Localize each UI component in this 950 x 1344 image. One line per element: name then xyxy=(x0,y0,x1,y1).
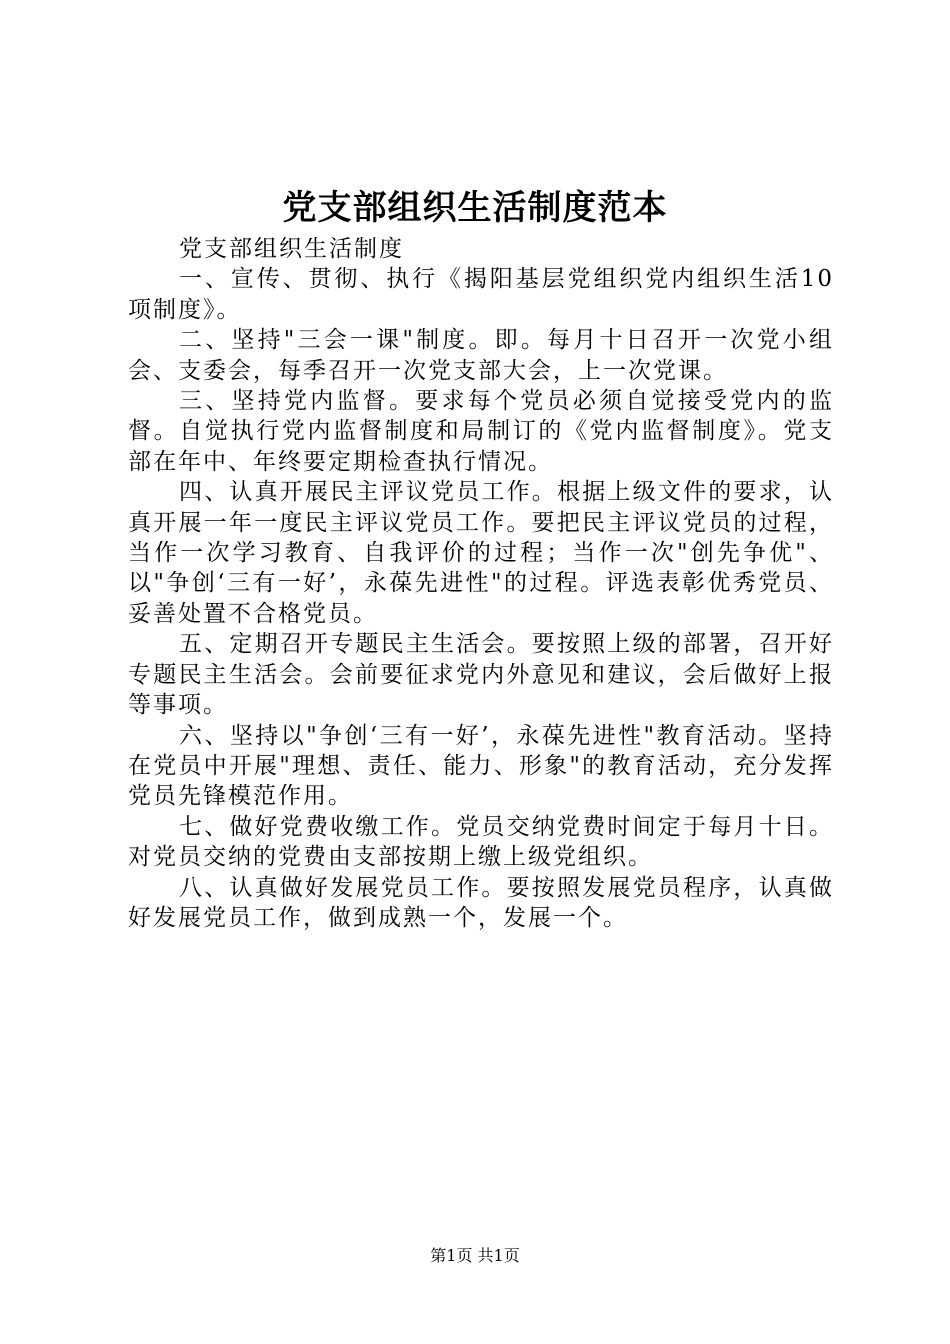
paragraph-item-6: 六、坚持以"争创‘三有一好’，永葆先进性"教育活动。坚持在党员中开展"理想、责任、能力、形象"的教育活动，充分发挥党员先锋模范作用。 xyxy=(128,722,834,810)
page-footer: 第1页 共1页 xyxy=(430,1246,520,1265)
paragraph-heading: 党支部组织生活制度 xyxy=(179,236,404,262)
paragraph-item-1: 一、宣传、贯彻、执行《揭阳基层党组织党内组织生活10项制度》。 xyxy=(128,266,834,323)
paragraph-item-5: 五、定期召开专题民主生活会。要按照上级的部署，召开好专题民主生活会。会前要征求党内外意见和建议，会后做好上报等事项。 xyxy=(128,631,834,719)
paragraph-item-3: 三、坚持党内监督。要求每个党员必须自觉接受党内的监督。自觉执行党内监督制度和局制订的《党内监督制度》。党支部在年中、年终要定期检查执行情况。 xyxy=(128,388,834,475)
paragraph-item-7: 七、做好党费收缴工作。党员交纳党费时间定于每月十日。对党员交纳的党费由支部按期上缴上级党组织。 xyxy=(128,813,834,871)
document-title: 党支部组织生活制度范本 xyxy=(282,188,668,228)
document-body xyxy=(128,234,834,933)
paragraph-item-2: 二、坚持"三会一课"制度。即。每月十日召开一次党小组会、支委会，每季召开一次党支部大会，上一次党课。 xyxy=(128,327,834,384)
paragraph-item-4: 四、认真开展民主评议党员工作。根据上级文件的要求，认真开展一年一度民主评议党员工作。要把民主评议党员的过程，当作一次学习教育、自我评价的过程；当作一次"创先争优"、以"争创‘三有一好’，永葆先进性"的过程。评选表彰优秀党员、妥善处置不合格党员。 xyxy=(128,479,834,627)
paragraph-item-8: 八、认真做好发展党员工作。要按照发展党员程序，认真做好发展党员工作，做到成熟一个，发展一个。 xyxy=(128,874,834,931)
